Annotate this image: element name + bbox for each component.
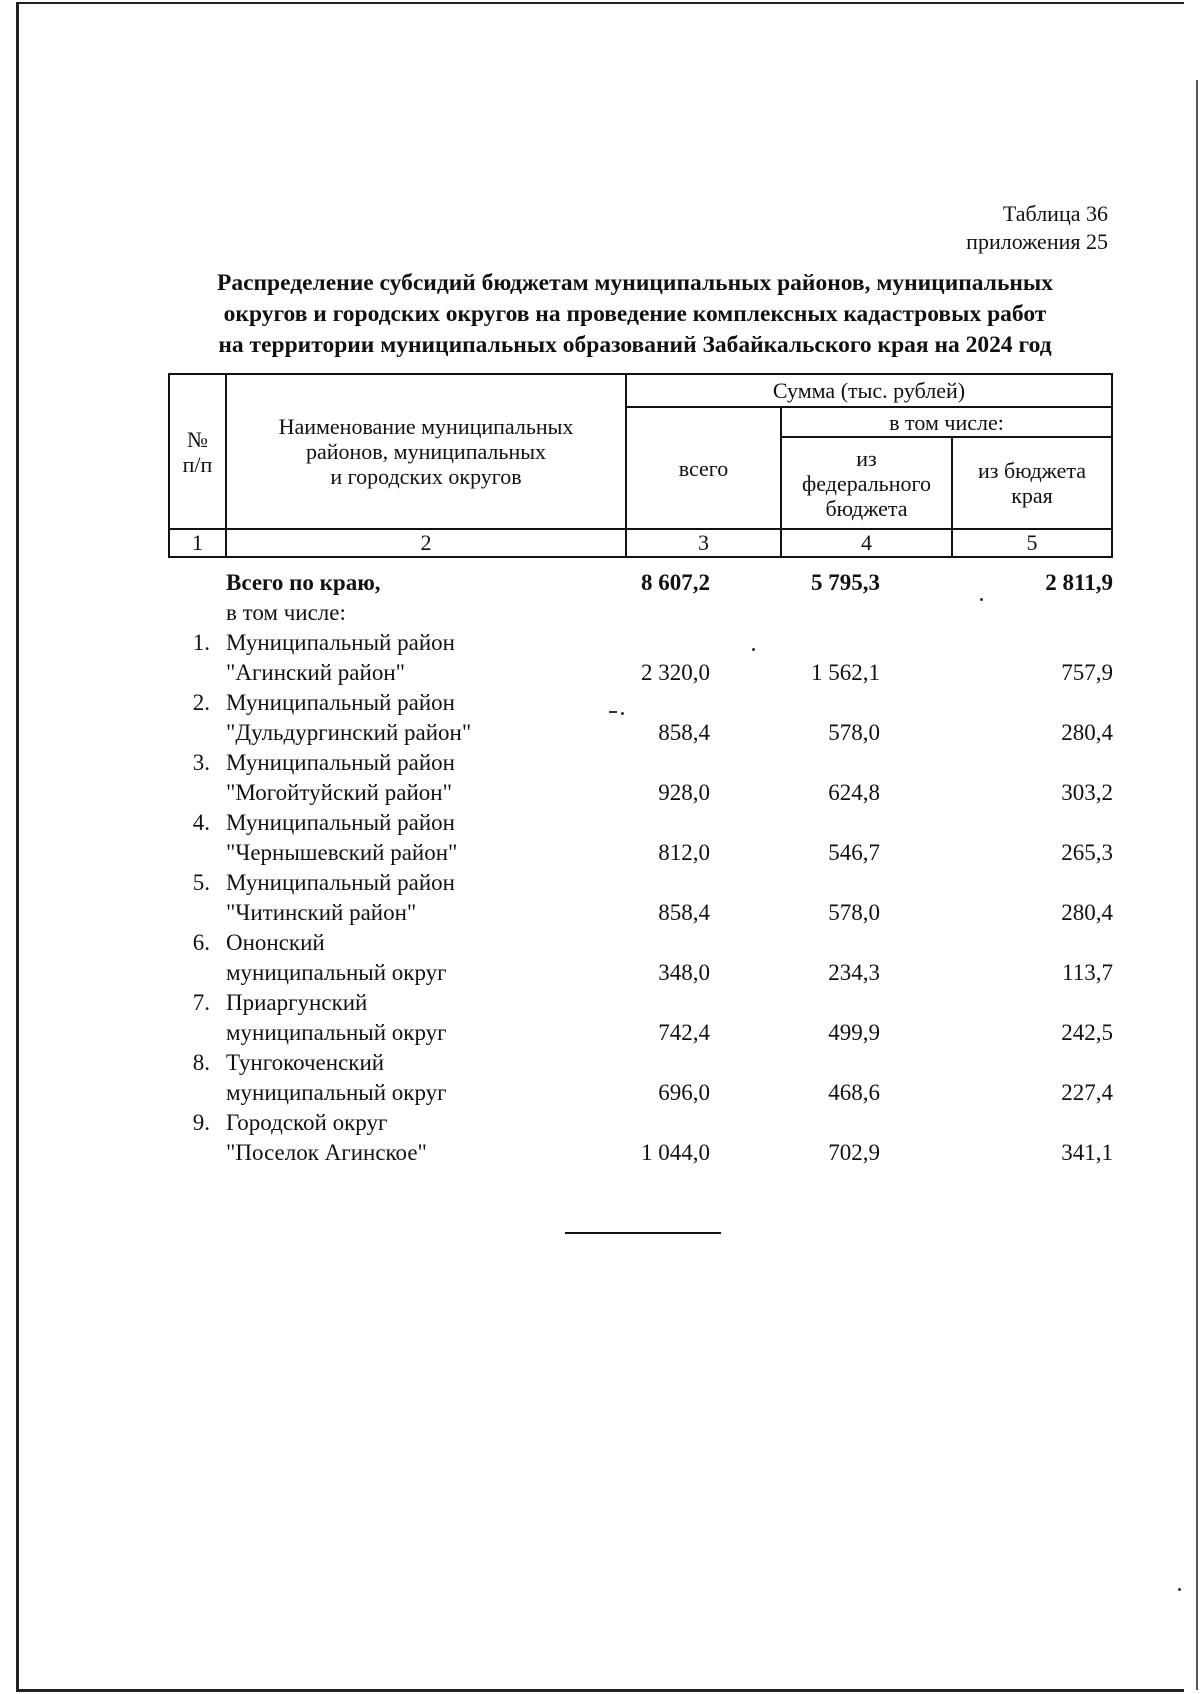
row-name-line-2: муниципальный округ	[226, 1080, 447, 1105]
scan-speck	[980, 598, 983, 601]
row-name-line-1: Муниципальный район	[226, 690, 455, 715]
table-row-name-line	[168, 1048, 1113, 1078]
table-header	[168, 373, 1113, 558]
total-row-label: Всего по краю,	[226, 570, 381, 595]
row-total: 742,4	[658, 1020, 710, 1045]
row-total: 1 044,0	[641, 1140, 710, 1165]
total-row-federal: 5 795,3	[811, 570, 880, 595]
header-num-abbr: п/п	[182, 451, 213, 477]
table-row-value-line	[168, 718, 1113, 748]
header-name-line-3: и городских округов	[330, 464, 522, 489]
row-regional: 341,1	[1061, 1140, 1113, 1165]
row-number: 6.	[192, 930, 210, 955]
row-total: 812,0	[658, 840, 710, 865]
row-federal: 624,8	[828, 780, 880, 805]
row-number: 3.	[192, 750, 210, 775]
scan-frame-right	[1196, 80, 1198, 1690]
including-label: в том числе:	[226, 600, 346, 625]
closing-rule	[565, 1232, 721, 1234]
row-federal: 234,3	[828, 960, 880, 985]
row-name-line-2: "Могойтуйский район"	[226, 780, 452, 805]
document-title	[150, 268, 1120, 361]
row-name-line-1: Приаргунский	[226, 990, 368, 1015]
total-row-total: 8 607,2	[641, 570, 710, 595]
table-row-name-line	[168, 688, 1113, 718]
row-federal: 578,0	[828, 900, 880, 925]
scan-speck	[609, 711, 617, 713]
header-federal-line-1: из	[856, 445, 877, 471]
row-total: 348,0	[658, 960, 710, 985]
header-regional-line-1: из бюджета	[978, 458, 1087, 483]
header-name-line-2: районов, муниципальных	[305, 439, 546, 464]
table-number: Таблица 36	[1002, 201, 1108, 226]
row-number: 1.	[192, 630, 210, 655]
title-line-1: Распределение субсидий бюджетам муниципальных районов, муниципальных	[216, 270, 1054, 296]
col-number-1: 1	[169, 529, 226, 557]
row-total: 858,4	[658, 900, 710, 925]
header-regional-cell	[952, 437, 1112, 529]
row-name-line-1: Муниципальный район	[226, 630, 455, 655]
header-federal-line-3: бюджета	[825, 495, 908, 521]
table-row-name-line	[168, 748, 1113, 778]
table-row-name-line	[168, 808, 1113, 838]
row-name-line-1: Муниципальный район	[226, 810, 455, 835]
scan-speck	[752, 648, 755, 651]
header-num-cell	[169, 374, 226, 529]
header-total-cell: всего	[626, 407, 781, 529]
row-total: 928,0	[658, 780, 710, 805]
table-row-value-line	[168, 1078, 1113, 1108]
row-regional: 227,4	[1061, 1080, 1113, 1105]
row-name-line-2: муниципальный округ	[226, 960, 447, 985]
including-row	[168, 598, 1113, 628]
appendix-number: приложения 25	[966, 229, 1108, 254]
row-federal: 578,0	[828, 720, 880, 745]
scan-speck	[1178, 1588, 1181, 1591]
row-total: 2 320,0	[641, 660, 710, 685]
title-line-2: округов и городских округов на проведение комплексных кадастровых работ	[223, 301, 1047, 327]
table-row-name-line	[168, 628, 1113, 658]
row-federal: 468,6	[828, 1080, 880, 1105]
row-number: 7.	[192, 990, 210, 1015]
header-including-cell: в том числе:	[781, 407, 1112, 437]
header-federal-line-2: федерального	[802, 470, 931, 496]
row-federal: 546,7	[828, 840, 880, 865]
row-regional: 280,4	[1061, 720, 1113, 745]
header-regional-line-2: края	[1011, 483, 1053, 508]
title-line-3: на территории муниципальных образований Забайкальского края на 2024 год	[218, 332, 1052, 358]
row-name-line-1: Тунгокоченский	[226, 1050, 385, 1075]
scan-speck	[621, 712, 624, 715]
row-name-line-2: "Агинский район"	[226, 660, 406, 685]
header-sum-cell: Сумма (тыс. рублей)	[626, 374, 1112, 407]
scan-frame-top	[16, 2, 1184, 4]
row-number: 8.	[192, 1050, 210, 1075]
col-number-4: 4	[781, 529, 952, 557]
table-row-name-line	[168, 988, 1113, 1018]
table-row-value-line	[168, 838, 1113, 868]
row-name-line-1: Муниципальный район	[226, 750, 455, 775]
row-number: 2.	[192, 690, 210, 715]
table-row-name-line	[168, 868, 1113, 898]
row-regional: 303,2	[1061, 780, 1113, 805]
scan-frame-bottom	[16, 1689, 1184, 1692]
row-federal: 1 562,1	[811, 660, 880, 685]
row-name-line-1: Ононский	[226, 930, 325, 955]
row-total: 696,0	[658, 1080, 710, 1105]
table-row-value-line	[168, 658, 1113, 688]
row-name-line-2: "Чернышевский район"	[226, 840, 458, 865]
col-number-2: 2	[226, 529, 626, 557]
row-name-line-2: "Читинский район"	[226, 900, 417, 925]
row-regional: 113,7	[1062, 960, 1113, 985]
header-federal-cell	[781, 437, 952, 529]
header-name-line-1: Наименование муниципальных	[278, 414, 574, 439]
total-row-regional: 2 811,9	[1045, 570, 1113, 595]
row-regional: 280,4	[1061, 900, 1113, 925]
table-row-name-line	[168, 1108, 1113, 1138]
table-row-value-line	[168, 1018, 1113, 1048]
row-name-line-2: "Поселок Агинское"	[226, 1140, 427, 1165]
row-name-line-1: Муниципальный район	[226, 870, 455, 895]
row-federal: 499,9	[828, 1020, 880, 1045]
table-row-value-line	[168, 778, 1113, 808]
row-name-line-1: Городской округ	[226, 1110, 388, 1135]
col-number-5: 5	[952, 529, 1112, 557]
table-reference	[966, 200, 1108, 256]
row-number: 4.	[192, 810, 210, 835]
row-name-line-2: "Дульдургинский район"	[226, 720, 472, 745]
header-name-cell	[226, 374, 626, 529]
row-total: 858,4	[658, 720, 710, 745]
row-number: 5.	[192, 870, 210, 895]
scan-frame-left	[16, 2, 19, 1692]
row-federal: 702,9	[828, 1140, 880, 1165]
table-row-value-line	[168, 898, 1113, 928]
header-num-symbol: №	[187, 426, 208, 452]
table-row-value-line	[168, 1138, 1113, 1168]
table-row-name-line	[168, 928, 1113, 958]
table-row-value-line	[168, 958, 1113, 988]
row-name-line-2: муниципальный округ	[226, 1020, 447, 1045]
col-number-3: 3	[626, 529, 781, 557]
total-row	[168, 568, 1113, 598]
row-regional: 242,5	[1061, 1020, 1113, 1045]
row-regional: 265,3	[1061, 840, 1113, 865]
table-body	[168, 568, 1113, 1168]
row-number: 9.	[192, 1110, 210, 1135]
row-regional: 757,9	[1061, 660, 1113, 685]
